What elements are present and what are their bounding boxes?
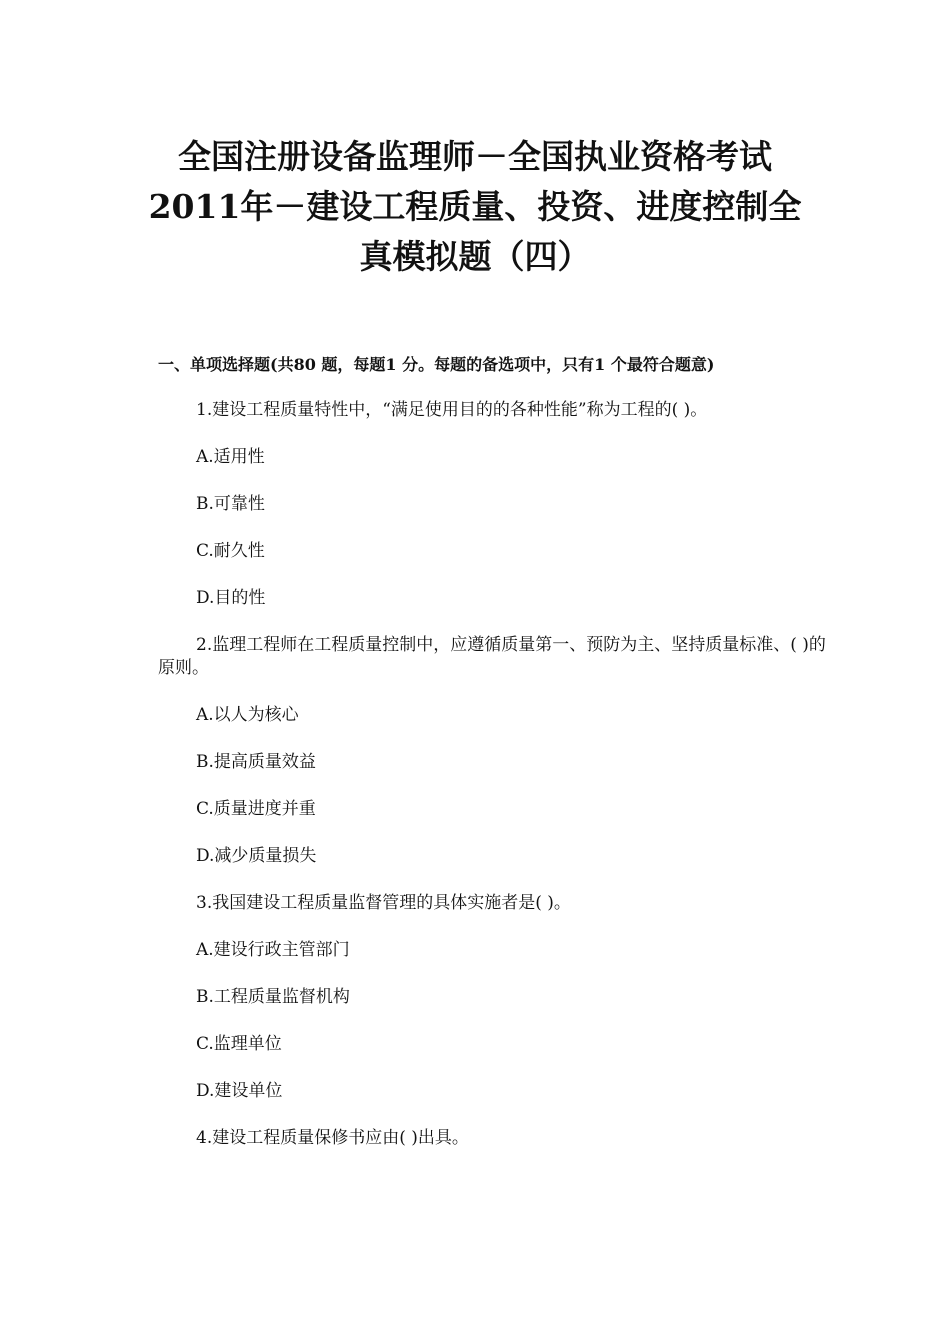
option-a: A.适用性	[196, 447, 265, 467]
question-stem: 4.建设工程质量保修书应由( )出具。	[196, 1128, 469, 1148]
section-heading: 一、单项选择题(共80 题，每题1 分。每题的备选项中，只有1 个最符合题意)	[158, 355, 715, 374]
question-1	[158, 399, 830, 610]
option-c: C.监理单位	[196, 1034, 282, 1054]
option-d: D.减少质量损失	[196, 846, 317, 866]
option-b: B.提高质量效益	[196, 752, 316, 772]
option-c: C.耐久性	[196, 541, 265, 561]
option-b: B.工程质量监督机构	[196, 987, 350, 1007]
question-stem: 1.建设工程质量特性中，“满足使用目的的各种性能”称为工程的( )。	[196, 400, 708, 420]
option-d: D.目的性	[196, 588, 266, 608]
question-stem: 3.我国建设工程质量监督管理的具体实施者是( )。	[196, 893, 571, 913]
document-title	[120, 132, 830, 282]
option-a: A.以人为核心	[196, 705, 299, 725]
title-line: 全国注册设备监理师－全国执业资格考试	[178, 137, 772, 176]
question-4	[158, 1127, 830, 1150]
option-d: D.建设单位	[196, 1081, 283, 1101]
option-a: A.建设行政主管部门	[196, 940, 350, 960]
title-line: 真模拟题（四）	[359, 237, 591, 276]
question-2	[158, 634, 830, 868]
question-3	[158, 892, 830, 1103]
option-b: B.可靠性	[196, 494, 265, 514]
question-list	[158, 399, 830, 1174]
option-c: C.质量进度并重	[196, 799, 316, 819]
title-line: 2011年－建设工程质量、投资、进度控制全	[148, 187, 802, 226]
question-stem: 2.监理工程师在工程质量控制中，应遵循质量第一、预防为主、坚持质量标准、( )的原则。	[158, 635, 826, 678]
